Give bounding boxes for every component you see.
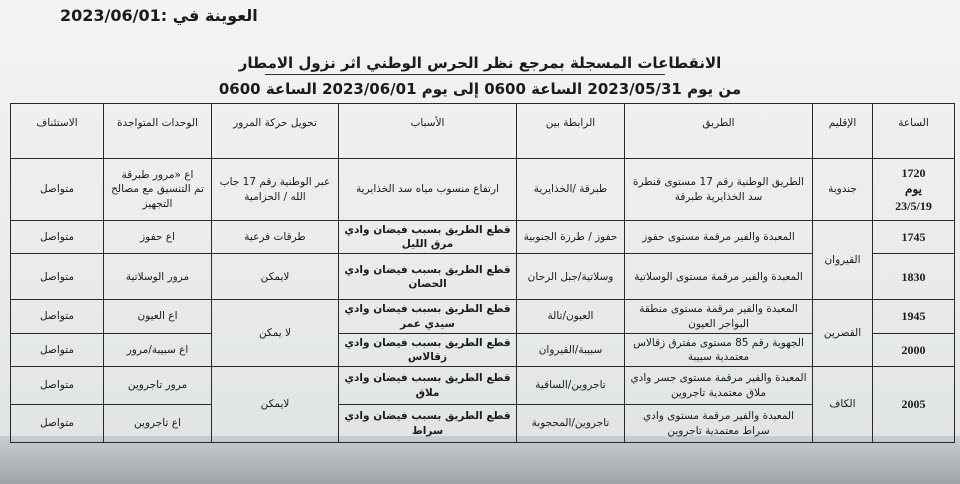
cell-time: 1720 يوم 23/5/19 xyxy=(873,159,955,221)
table-header-row xyxy=(11,104,955,159)
col-header-region: الإقليم xyxy=(813,104,873,159)
cell-road: المعبدة والفير مرقمة مستوى جسر وادي ملاق معتمدية تاجروين xyxy=(625,367,813,405)
interruptions-table xyxy=(10,103,955,443)
cell-link: تاجروين/الساقية xyxy=(517,367,625,405)
cell-region: الكاف xyxy=(813,367,873,443)
cell-cause: قطع الطريق بسبب فيضان وادي سراط xyxy=(339,405,517,443)
cell-time: 2005 xyxy=(873,367,955,443)
cell-resume: متواصل xyxy=(11,367,104,405)
cell-time: 1745 xyxy=(873,221,955,254)
cell-resume: متواصل xyxy=(11,333,104,366)
table-row xyxy=(11,300,955,333)
cell-link: العيون/تالة xyxy=(517,300,625,333)
document-date: العوينة في :2023/06/01 xyxy=(60,6,258,25)
cell-units: مرور الوسلاتية xyxy=(104,254,212,300)
cell-cause: قطع الطريق بسبب فيضان وادي مرق الليل xyxy=(339,221,517,254)
table-row xyxy=(11,367,955,405)
cell-road: الجهوية رقم 85 مستوى مفترق زقالاس معتمدية سبيبة xyxy=(625,333,813,366)
title-underline xyxy=(265,74,665,75)
cell-cause: قطع الطريق بسبب فيضان وادي ملاق xyxy=(339,367,517,405)
table-row xyxy=(11,159,955,221)
document-subtitle: من يوم 2023/05/31 الساعة 0600 إلى يوم 2023/06/01 الساعة 0600 xyxy=(218,80,742,98)
page-shadow xyxy=(0,436,960,484)
cell-link: سبيبة/القيروان xyxy=(517,333,625,366)
col-header-detour: تحويل حركة المرور xyxy=(212,104,339,159)
cell-detour: لايمكن xyxy=(212,254,339,300)
cell-region: جندوبة xyxy=(813,159,873,221)
cell-road: الطريق الوطنية رقم 17 مستوى قنطرة سد الخذايرية طبرقة xyxy=(625,159,813,221)
cell-resume: متواصل xyxy=(11,405,104,443)
cell-cause: ارتفاع منسوب مياه سد الخذايرية xyxy=(339,159,517,221)
col-header-link: الرابطة بين xyxy=(517,104,625,159)
cell-units: اع العيون xyxy=(104,300,212,333)
cell-units: اع «مرور طبرقة تم التنسيق مع مصالح التجهيز xyxy=(104,159,212,221)
cell-resume: متواصل xyxy=(11,300,104,333)
cell-units: اع حفوز xyxy=(104,221,212,254)
col-header-resume: الاستئناف xyxy=(11,104,104,159)
col-header-units: الوحدات المتواجدة xyxy=(104,104,212,159)
table-row xyxy=(11,221,955,254)
cell-resume: متواصل xyxy=(11,159,104,221)
cell-region: القيروان xyxy=(813,221,873,300)
cell-units: اع تاجروين xyxy=(104,405,212,443)
cell-detour: لا يمكن xyxy=(212,300,339,367)
cell-resume: متواصل xyxy=(11,221,104,254)
cell-time: 2000 xyxy=(873,333,955,366)
cell-time: 1945 xyxy=(873,300,955,333)
cell-road: المعبدة والفير مرقمة مستوى الوسلاتية xyxy=(625,254,813,300)
cell-resume: متواصل xyxy=(11,254,104,300)
col-header-time: الساعة xyxy=(873,104,955,159)
cell-road: المعبدة والفير مرقمة مستوى حفوز xyxy=(625,221,813,254)
cell-detour: لايمكن xyxy=(212,367,339,443)
document-title: الانقطاعات المسجلة بمرجع نظر الحرس الوطني اثر نزول الامطار xyxy=(238,54,722,72)
cell-road: المعبدة والفير مرقمة مستوى وادي سراط معتمدية تاجروين xyxy=(625,405,813,443)
cell-cause: قطع الطريق بسبب فيضان وادي زقالاس xyxy=(339,333,517,366)
cell-time: 1830 xyxy=(873,254,955,300)
cell-link: طبرقة /الخذايرية xyxy=(517,159,625,221)
cell-cause: قطع الطريق بسبب فيضان وادي سيدي عمر xyxy=(339,300,517,333)
cell-detour: عبر الوطنية رقم 17 جاب الله / الحزامية xyxy=(212,159,339,221)
col-header-cause: الأسباب xyxy=(339,104,517,159)
col-header-road: الطريق xyxy=(625,104,813,159)
cell-units: اع سبيبة/مرور xyxy=(104,333,212,366)
cell-link: وسلاتية/جبل الرحان xyxy=(517,254,625,300)
cell-units: مرور تاجروين xyxy=(104,367,212,405)
cell-region: القصرين xyxy=(813,300,873,367)
cell-link: تاجروين/المحجوبة xyxy=(517,405,625,443)
cell-link: حفوز / طرزة الجنوبية xyxy=(517,221,625,254)
cell-road: المعبدة والفير مرقمة مستوى منطقة البواجر العيون xyxy=(625,300,813,333)
cell-detour: طرقات فرعية xyxy=(212,221,339,254)
cell-cause: قطع الطريق بسبب فيضان وادي الحصان xyxy=(339,254,517,300)
